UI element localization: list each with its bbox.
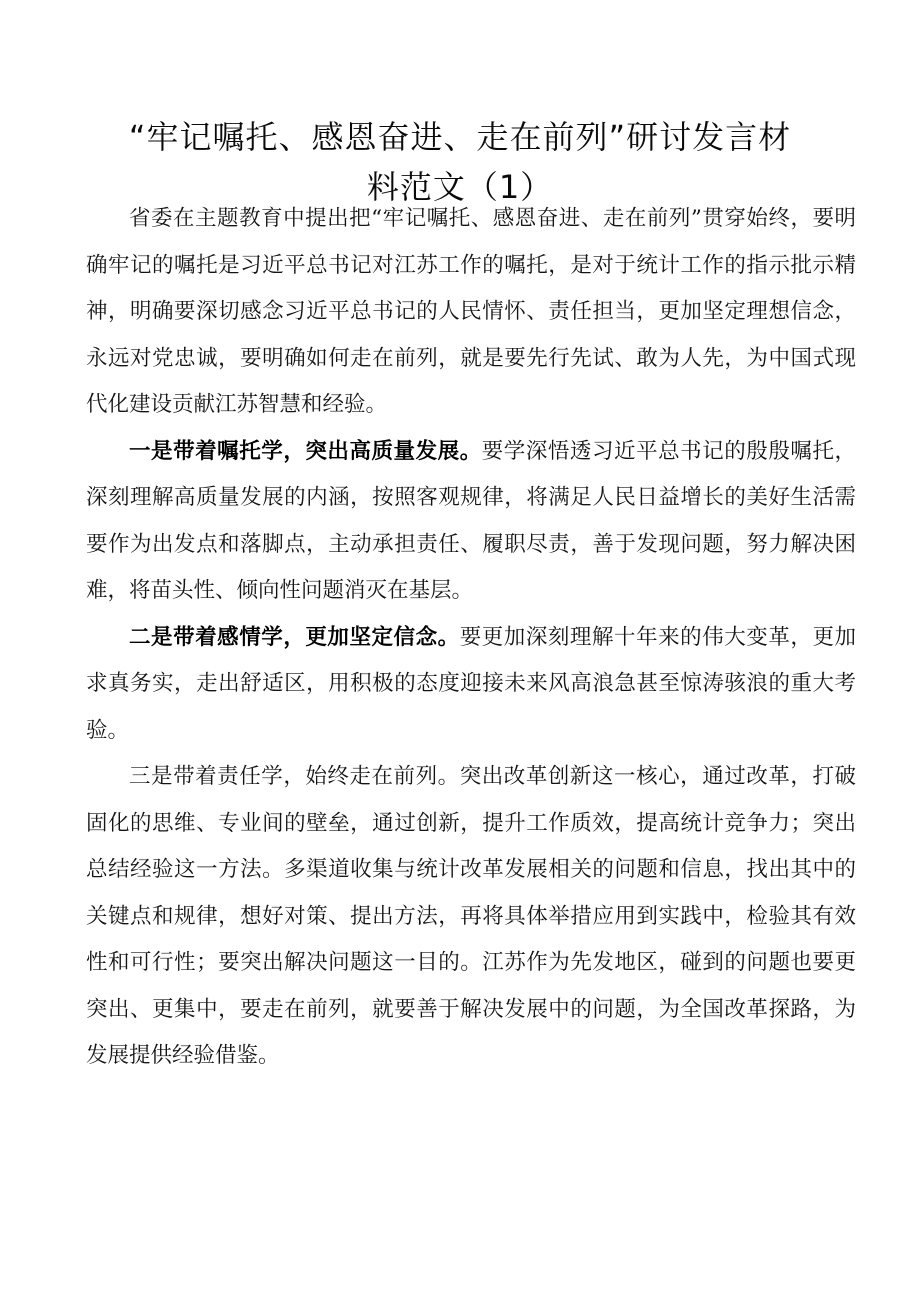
paragraph-point-1: [86, 429, 856, 615]
paragraph-intro: [86, 196, 856, 429]
paragraph-lead: 一是带着嘱托学，突出高质量发展。: [129, 438, 482, 464]
paragraph-text: 要学深悟透习近平总书记的殷殷嘱托，深刻理解高质量发展的内涵，按照客观规律，将满足人民日益增长的美好生活需要作为出发点和落脚点，主动承担责任、履职尽责，善于发现问题，努力解决困难，将苗头性、倾向性问题消灭在基层。: [86, 438, 856, 603]
paragraph-text: 三是带着责任学，始终走在前列。突出改革创新这一核心，通过改革，打破固化的思维、专业间的壁垒，通过创新，提升工作质效，提高统计竞争力；突出总结经验这一方法。多渠道收集与统计改革发展相关的问题和信息，找出其中的关键点和规律，想好对策、提出方法，再将具体举措应用到实践中，检验其有效性和可行性；要突出解决问题这一目的。江苏作为先发地区，碰到的问题也要更突出、更集中，要走在前列，就要善于解决发展中的问题，为全国改革探路，为发展提供经验借鉴。: [86, 764, 856, 1068]
paragraph-text: 省委在主题教育中提出把“牢记嘱托、感恩奋进、走在前列”贯穿始终，要明确牢记的嘱托是习近平总书记对江苏工作的嘱托，是对于统计工作的指示批示精神，明确要深切感念习近平总书记的人民情怀、责任担当，更加坚定理想信念，永远对党忠诚，要明确如何走在前列，就是要先行先试、敢为人先，为中国式现代化建设贡献江苏智慧和经验。: [86, 206, 856, 417]
paragraph-lead: 二是带着感情学，更加坚定信念。: [129, 624, 460, 650]
title-line-2: 料范文（1）: [366, 168, 554, 206]
paragraph-point-2: [86, 615, 856, 755]
paragraph-point-3: [86, 754, 856, 1080]
paragraph-text: 要更加深刻理解十年来的伟大变革，更加求真务实，走出舒适区，用积极的态度迎接未来风高浪急甚至惊涛骇浪的重大考验。: [86, 624, 856, 743]
document-body: [86, 196, 856, 1080]
title-line-1: “牢记嘱托、感恩奋进、走在前列”研讨发言材: [128, 118, 792, 156]
